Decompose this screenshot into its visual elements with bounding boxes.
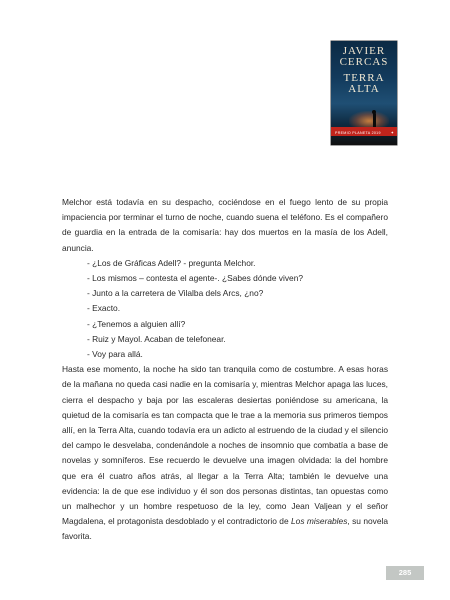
cover-author (331, 46, 397, 68)
dialogue-line: - Voy para allá. (87, 349, 143, 360)
paragraph-intro: Melchor está todavía en su despacho, cociéndose en el fuego lento de su propia impaciencia por terminar el turno de noche, cuando suena el teléfono. Es el compañero de guardia en la entrada de la comisaría: hay dos muertos en la masía de los Adell, anuncia. (62, 197, 388, 253)
paragraph-main-end: , su novela favorita. (62, 516, 388, 542)
cover-title (331, 73, 397, 95)
book-title-italic: Los miserables (291, 516, 348, 527)
book-cover (331, 41, 397, 145)
dialogue-line: - Los mismos – contesta el agente-. ¿Sabes dónde viven? (87, 273, 304, 284)
dialogue-line: - ¿Tenemos a alguien allí? (87, 318, 186, 329)
cover-prize-label: PREMIO PLANETA 2019 (335, 131, 381, 135)
dialogue-line: - ¿Los de Gráficas Adell? - pregunta Melchor. (87, 257, 256, 268)
cover-author-line1: JAVIER (342, 45, 386, 57)
cover-silhouette-figure (373, 113, 376, 127)
cover-title-line2: ALTA (348, 83, 380, 95)
dialogue-line: - Ruiz y Mayol. Acaban de telefonear. (87, 333, 226, 344)
paragraph-main (62, 362, 388, 544)
paragraph-main-text: Hasta ese momento, la noche ha sido tan tranquila como de costumbre. A esas horas de la mañana no queda casi nadie en la comisaría y, mientras Melchor apaga las luces, cierra el despacho y baja por las escaleras desiertas poniéndose su americana, la quietud de la comisaría es tan compacta que le trae a la memoria sus primeros tiempos allí, en la Terra Alta, cuando todavía era un adicto al estruendo de la ciudad y el silencio del campo le desvelaba, condenándole a noches de insomnio que combatía a base de novelas y somníferos. Ese recuerdo le devuelve una imagen olvidada: la del hombre que era él cuatro años atrás, al llegar a la Terra Alta; también le devuelve una evidencia: la de que ese individuo y él son dos personas distintas, tan opuestas como un malhechor y un hombre respetuoso de la ley, como Jean Valjean y el señor Magdalena, el protagonista desdoblado y el contradictorio de (62, 364, 388, 527)
body-text (62, 195, 388, 545)
page-number: 285 (386, 566, 424, 580)
cover-title-line1: TERRA (343, 72, 385, 84)
dialogue-line: - Junto a la carretera de Vilalba dels Arcs, ¿no? (87, 288, 264, 299)
publisher-logo-icon: ✦ (390, 130, 394, 135)
cover-author-line2: CERCAS (339, 56, 389, 68)
dialogue-line: - Exacto. (87, 303, 121, 314)
